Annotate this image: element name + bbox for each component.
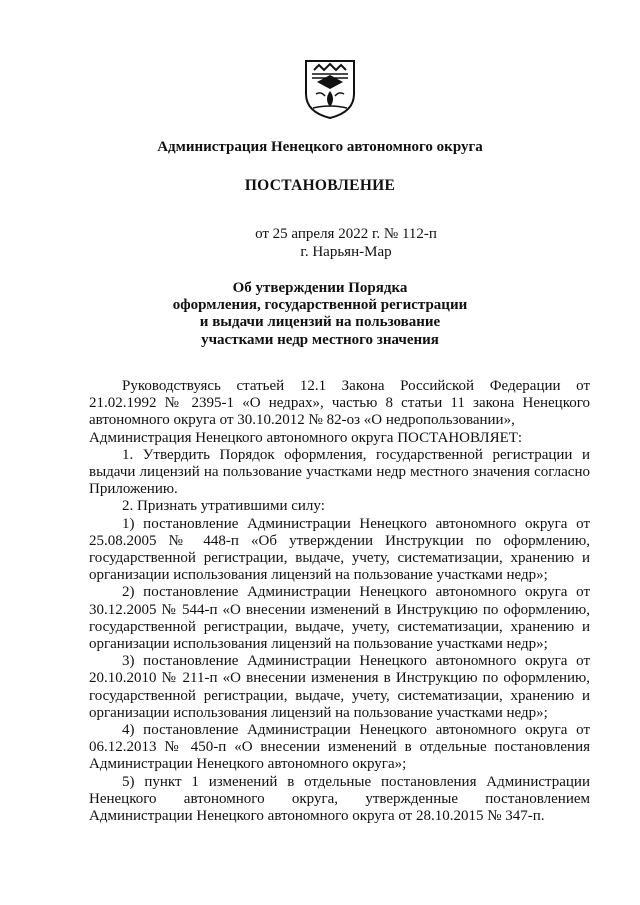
coat-of-arms-emblem [303,58,357,120]
paragraph-item-2: 2. Признать утратившими силу: [122,498,325,515]
document-body [89,378,590,825]
document-city: г. Нарьян-Мар [300,244,392,260]
paragraph-subitem-2: 2) постановление Администрации Ненецкого автономного округа от 30.12.2005 № 544-п «О внесении изменений в Инструкцию по оформлению, государственной регистрации, выдаче, учету, систематизации, хранению и организации использования лицензий на пользование участками недр»; [89,584,591,653]
title-line: оформления, государственной регистрации [172,297,468,314]
title-line: Об утверждении Порядка [232,280,408,296]
paragraph-subitem-3: 3) постановление Администрации Ненецкого автономного округа от 20.10.2010 № 211-п «О внесении изменения в Инструкцию по оформлению, государственной регистрации, выдаче, учету, систематизации, хранению и организации использования лицензий на пользование участками недр»; [89,653,591,721]
paragraph-item-1: 1. Утвердить Порядок оформления, государственной регистрации и выдачи лицензий на пользование участками недр местного значения согласно Приложению. [89,446,591,498]
paragraph-subitem-1: 1) постановление Администрации Ненецкого автономного округа от 25.08.2005 № 448-п «Об утверждении Инструкции по оформлению, государственной регистрации, выдаче, учету, систематизации, хранению и организации использования лицензий на пользование участками недр»; [89,515,591,584]
document-date-number: от 25 апреля 2022 г. № 112-п [255,226,437,242]
document-title [0,280,640,349]
title-line: и выдачи лицензий на пользование [199,314,441,331]
title-line: участками недр местного значения [201,331,439,348]
organization-name: Администрация Ненецкого автономного округа [157,139,483,155]
paragraph-subitem-5: 5) пункт 1 изменений в отдельные постановления Администрации Ненецкого автономного округа, утвержденные постановлением Администрации Ненецкого автономного округа от 28.10.2015 № 347-п. [89,773,590,825]
paragraph-subitem-4: 4) постановление Администрации Ненецкого автономного округа от 06.12.2013 № 450-п «О внесении изменений в отдельные постановления Администрации Ненецкого автономного округа»; [89,722,590,773]
paragraph-preamble: Руководствуясь статьей 12.1 Закона Российской Федерации от 21.02.1992 № 2395-1 «О недрах», частью 8 статьи 11 закона Ненецкого автономного округа от 30.10.2012 № 82-оз «О недропользовании», Администрация Ненецкого автономного округа ПОСТАНОВЛЯЕТ: [89,378,591,446]
document-type: ПОСТАНОВЛЕНИЕ [244,177,396,194]
